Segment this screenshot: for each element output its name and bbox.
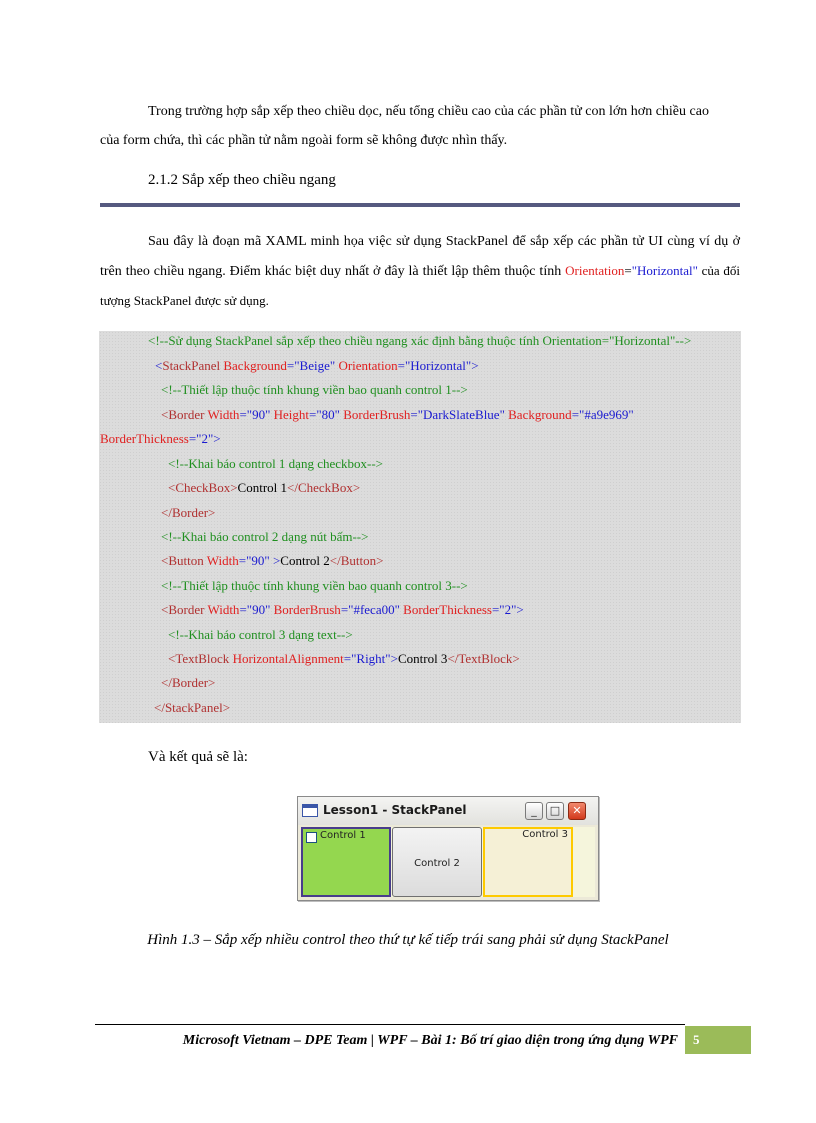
xaml-code-block (99, 331, 741, 723)
control1-checkbox[interactable] (306, 832, 317, 843)
orientation-inline-code (565, 263, 698, 278)
code-attr: BorderBrush (270, 602, 341, 617)
code-value: ="2" (491, 602, 517, 617)
code-bracket: < (155, 358, 163, 373)
code-value: ="90" (239, 407, 271, 422)
code-bracket: > (516, 602, 524, 617)
code-comment: <!--Sử dụng StackPanel sắp xếp theo chiều ngang xác định bằng thuộc tính Orientation="Horizontal"--> (148, 333, 692, 348)
code-comment: <!--Thiết lập thuộc tính khung viền bao quanh control 1--> (161, 382, 468, 397)
code-attr: Width (203, 553, 239, 568)
code-value: ="Right" (343, 651, 391, 666)
result-intro: Và kết quả sẽ là: (148, 749, 248, 765)
code-text: Control 3 (397, 651, 448, 666)
inline-attr-name: Orientation (565, 263, 625, 278)
footer-rule (95, 1024, 685, 1025)
window-app-icon (302, 804, 318, 817)
code-tag: </Border> (161, 505, 216, 520)
inline-attr-value: "Horizontal" (631, 263, 698, 278)
code-value: ="Beige" (286, 358, 336, 373)
code-attr: BorderBrush (339, 407, 411, 422)
window-title: Lesson1 - StackPanel (323, 803, 467, 817)
control1-label[interactable]: Control 1 (320, 830, 366, 841)
code-line (161, 407, 634, 423)
body-text-a: Sau đây là đoạn mã XAML minh họa việc sử dụng StackPanel để sắp xếp các phần tử UI cùng ví dụ ở trên theo chiều ngang. Điểm khác biệt duy nhất ở đây là thiết lập thêm thuộc tính (100, 234, 740, 279)
code-value: ="Horizontal" (397, 358, 472, 373)
control2-button[interactable]: Control 2 (392, 827, 482, 897)
code-value: ="80" (309, 407, 340, 422)
inline-attr-eq: = (624, 263, 632, 278)
code-attr: HorizontalAlignment (229, 651, 344, 666)
code-tag: </Border> (161, 675, 216, 690)
heading-rule (100, 203, 740, 207)
stackpanel-client-area (301, 827, 595, 897)
code-attr: Background (220, 358, 287, 373)
code-text: Control 2 (280, 553, 330, 568)
code-tag: <TextBlock (168, 651, 230, 666)
code-tag: <Border (161, 602, 205, 617)
intro-line-2: của form chứa, thì các phần tử nằm ngoài form sẽ không được nhìn thấy. (100, 133, 508, 148)
code-value: ="#feca00" (340, 602, 400, 617)
code-attr: Width (204, 407, 240, 422)
code-value: ="2" (188, 431, 214, 446)
code-comment: <!--Khai báo control 3 dạng text--> (168, 627, 353, 642)
code-value: ="90" (239, 602, 271, 617)
code-line (168, 480, 360, 496)
code-value: ="#a9e969" (571, 407, 634, 422)
code-attr: BorderThickness (399, 602, 492, 617)
code-line (168, 651, 520, 667)
body-text-b: của đối tượng StackPanel được sử dụng. (100, 263, 740, 308)
code-attr: BorderThickness (100, 431, 189, 446)
footer-text: Microsoft Vietnam – DPE Team | WPF – Bài 1: Bố trí giao diện trong ứng dụng WPF (182, 1033, 678, 1048)
body-paragraph (100, 227, 740, 316)
control3-textblock: Control 3 (522, 829, 568, 840)
close-button[interactable]: ✕ (568, 802, 586, 820)
window-titlebar[interactable] (298, 797, 598, 825)
code-line (161, 553, 383, 569)
code-tag: </TextBlock> (447, 651, 520, 666)
stackpanel-window-figure (297, 796, 599, 901)
control1-border (301, 827, 391, 897)
code-comment: <!--Khai báo control 2 dạng nút bấm--> (161, 529, 369, 544)
code-tag: </Button> (329, 553, 384, 568)
code-text: Control 1 (237, 480, 288, 495)
code-tag: </CheckBox> (287, 480, 361, 495)
code-attr: Height (270, 407, 310, 422)
code-tag: </StackPanel> (154, 700, 231, 715)
code-tag: <Button (161, 553, 204, 568)
code-value: ="90" (238, 553, 270, 568)
minimize-button[interactable]: _ (525, 802, 543, 820)
control3-border (483, 827, 573, 897)
code-bracket: > (269, 553, 281, 568)
code-comment: <!--Khai báo control 1 dạng checkbox--> (168, 456, 384, 471)
figure-caption: Hình 1.3 – Sắp xếp nhiều control theo thứ tự kế tiếp trái sang phải sử dụng StackPanel (147, 932, 669, 948)
code-tag: <Border (161, 407, 205, 422)
code-bracket: > (471, 358, 479, 373)
section-heading: 2.1.2 Sắp xếp theo chiều ngang (148, 172, 336, 188)
code-tag: StackPanel (162, 358, 221, 373)
code-comment: <!--Thiết lập thuộc tính khung viền bao quanh control 3--> (161, 578, 468, 593)
code-bracket: > (390, 651, 398, 666)
intro-line-1: Trong trường hợp sắp xếp theo chiều dọc, nếu tổng chiều cao của các phần tử con lớn hơn chiều cao (148, 104, 709, 119)
code-value: ="DarkSlateBlue" (410, 407, 505, 422)
code-bracket: > (213, 431, 221, 446)
page-number: 5 (685, 1026, 751, 1054)
code-attr: Background (504, 407, 572, 422)
code-line (161, 602, 524, 618)
code-line (155, 358, 479, 374)
code-tag: <CheckBox> (168, 480, 238, 495)
code-attr: Width (204, 602, 240, 617)
code-attr: Orientation (335, 358, 398, 373)
maximize-button[interactable]: □ (546, 802, 564, 820)
code-line (100, 431, 221, 447)
